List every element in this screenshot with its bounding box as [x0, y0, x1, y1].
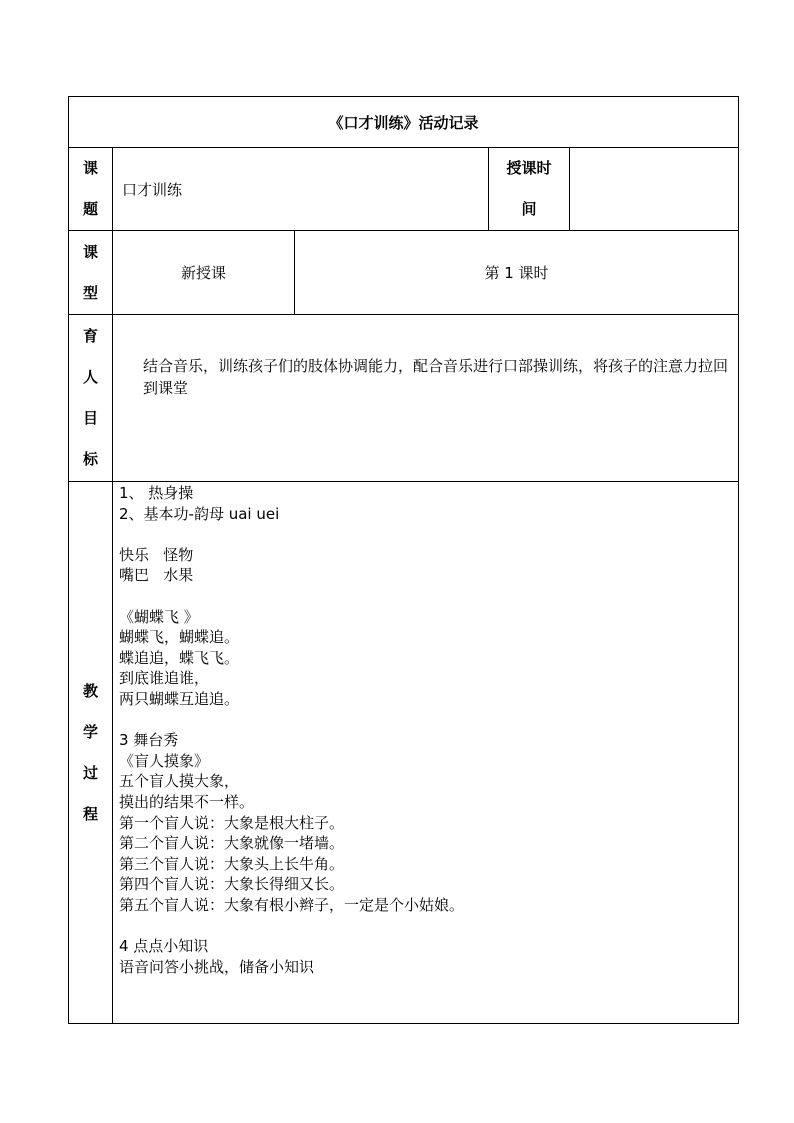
- time-value: [570, 148, 739, 231]
- topic-value: 口才训练: [113, 148, 489, 231]
- process-line: 第二个盲人说：大象就像一堵墙。: [119, 834, 345, 853]
- topic-label: 课 题: [69, 148, 113, 231]
- activity-record-table: [68, 96, 739, 1024]
- title-row: [69, 97, 739, 148]
- blank-line: [119, 915, 738, 936]
- process-line: 4 点点小知识: [119, 937, 209, 956]
- process-line: 语音问答小挑战，储备小知识: [119, 957, 315, 976]
- topic-row: [69, 148, 739, 231]
- process-row: [69, 482, 739, 1024]
- blank-line: [119, 586, 738, 607]
- process-line: 《蝴蝶飞 》: [119, 607, 199, 626]
- process-line: 嘴巴 水果: [119, 566, 194, 585]
- blank-line: [119, 710, 738, 731]
- process-line: 蝴蝶飞，蝴蝶追。: [119, 628, 240, 647]
- record-title: 《口才训练》活动记录: [69, 97, 739, 148]
- process-line: 第一个盲人说：大象是根大柱子。: [119, 813, 345, 832]
- process-line: 第三个盲人说：大象头上长牛角。: [119, 854, 345, 873]
- process-line: 摸出的结果不一样。: [119, 792, 255, 811]
- process-line: 蝶追追，蝶飞飞。: [119, 648, 240, 667]
- process-content: [113, 482, 739, 1024]
- process-line: 2、基本功-韵母 uai uei: [119, 504, 280, 523]
- goal-label: 育 人 目 标: [69, 315, 113, 482]
- process-line: 第五个盲人说：大象有根小辫子，一定是个小姑娘。: [119, 895, 465, 914]
- process-line: 第四个盲人说：大象长得细又长。: [119, 875, 345, 894]
- process-line: 3 舞台秀: [119, 731, 179, 750]
- goal-row: [69, 315, 739, 482]
- process-line: 《盲人摸象》: [119, 751, 210, 770]
- process-label: 教 学 过 程: [69, 482, 113, 1024]
- lesson-type-row: [69, 231, 739, 315]
- lesson-type-label: 课 型: [69, 231, 113, 315]
- time-label: 授课时 间: [489, 148, 570, 231]
- goal-text: 结合音乐，训练孩子们的肢体协调能力，配合音乐进行口部操训练，将孩子的注意力拉回到课堂: [143, 357, 729, 397]
- goal-cell: [113, 315, 739, 482]
- process-line: 到底谁追谁，: [119, 669, 210, 688]
- process-line: 五个盲人摸大象，: [119, 772, 240, 791]
- process-line: 快乐 怪物: [119, 545, 194, 564]
- process-line: 两只蝴蝶互追追。: [119, 689, 240, 708]
- process-lines: [119, 483, 738, 977]
- lesson-type-value: 新授课: [113, 231, 295, 315]
- lesson-period: 第 1 课时: [295, 231, 739, 315]
- blank-line: [119, 524, 738, 545]
- process-line: 1、 热身操: [119, 484, 194, 502]
